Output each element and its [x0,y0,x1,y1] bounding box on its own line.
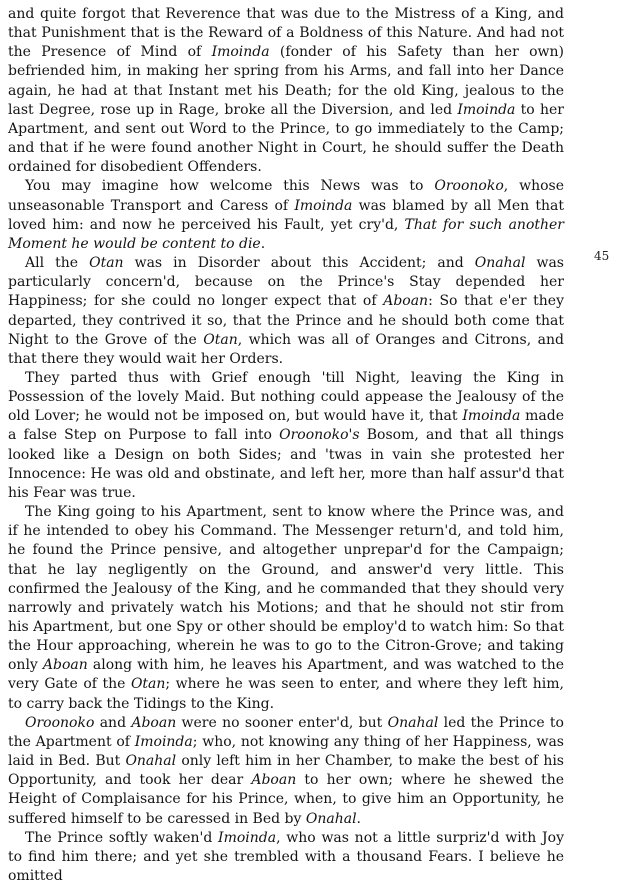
italic-text: Imoinda [462,408,521,425]
italic-text: Onahal [474,255,526,272]
text-run: only left him in her Chamber, to make the best of his Opportunity, and took her dear [8,753,564,789]
italic-text: Otan [203,331,238,348]
page-number: 45 [594,249,610,263]
text-run: You may imagine how welcome this News was to [25,178,435,195]
text-run: , whose unseasonable Transport and Caress of [8,178,564,214]
text-run: was in Disorder about this Accident; and [123,255,475,272]
text-run: and quite forgot that Reverence that was due to the Mistress of a King, and that Punishment that is the Reward of a Boldness of this Nature. And had not the Presence of Mind of [8,6,564,61]
paragraph [8,829,564,886]
italic-text: Imoinda [294,197,353,214]
italic-text: Oroonoko [434,178,504,195]
italic-text: Imoinda [218,829,277,846]
paragraph [8,5,564,177]
text-run: made a false Step on Purpose to fall into [8,408,564,444]
text-run: were no sooner enter'd, but [176,714,388,731]
text-run: was blamed by all Men that loved him: and now he perceived his Fault, yet cry'd, [8,197,564,233]
italic-text: Oroonoko [25,714,95,731]
text-run: : So that e'er they departed, they contrived it so, that the Prince and he should both come that Night to the Grove of the [8,293,565,348]
text-run: ; where he was seen to enter, and where they left him, to carry back the Tidings to the King. [8,676,564,712]
text-run: along with him, he leaves his Apartment, and was watched to the very Gate of the [8,657,564,693]
paragraph [8,369,564,503]
italic-text: Otan [89,255,124,272]
italic-text: That for such another Moment he would be content to die [8,216,564,252]
text-run: and [94,714,132,731]
paragraph [8,254,564,369]
italic-text: Imoinda [211,44,270,61]
italic-text: Otan [130,676,166,693]
text-run: to her own; where he shewed the Height of Complaisance for his Prince, when, to give him an Opportunity, he suffered himself to be caressed in Bed by [8,772,564,827]
text-run: They parted thus with Grief enough 'till Night, leaving the King in Possession of the lovely Maid. But nothing could appease the Jealousy of the old Lover; he would not be imposed on, but would have it, that [8,369,564,425]
text-run: to her Apartment, and sent out Word to the Prince, to go immediately to the Camp; and that if he were found another Night in Court, he should suffer the Death ordained for disobedient Offenders. [8,101,565,176]
italic-text: Aboan [131,714,177,731]
body-text [8,5,564,886]
italic-text: Oroonoko's [279,427,360,444]
text-run: . [260,235,266,252]
text-run: , who was not a little surpriz'd with Joy to find him there; and yet she trembled with a thousand Fears. I believe he omitted [8,829,565,885]
text-run: The Prince softly waken'd [25,829,219,846]
italic-text: Aboan [42,657,88,674]
paragraph [8,177,564,254]
paragraph [8,714,564,829]
text-run: , which was all of Oranges and Citrons, and that there they would wait her Orders. [8,331,564,367]
text-run: All the [25,255,90,272]
text-run: led the Prince to the Apartment of [8,714,564,750]
text-run: (fonder of his Safety than her own) befriended him, in making her spring from his Arms, and fall into her Dance again, he had at that Instant met his Death; for the old King, jealous to the last Degree, rose up in Rage, broke all the Diversion, and led [8,44,564,118]
italic-text: Onahal [387,714,439,731]
italic-text: Onahal [125,753,177,770]
italic-text: Aboan [251,772,297,789]
paragraph [8,503,564,714]
italic-text: Onahal [305,810,357,827]
italic-text: Imoinda [457,101,516,118]
text-run: was particularly concern'd, because on the Prince's Stay depended her Happiness; for she could no longer expect that of [8,255,564,310]
italic-text: Imoinda [134,733,193,750]
italic-text: Aboan [383,293,429,310]
text-run: Bosom, and that all things looked like a Design on both Sides; and 'twas in vain she protested her Innocence: He was old and obstinate, and left her, more than half assur'd that his Fear was true. [8,427,564,501]
text-run: ; who, not knowing any thing of her Happiness, was laid in Bed. But [8,733,564,770]
text-run: The King going to his Apartment, sent to know where the Prince was, and if he intended to obey his Command. The Messenger return'd, and told him, he found the Prince pensive, and altogether unprepar'd for the Campaign; that he lay negligently on the Ground, and answer'd very little. This confirmed the Jealousy of the King, and he commanded that they should very narrowly and privately watch his Motions; and that he should not stir from his Apartment, but one Spy or other should be employ'd to watch him: So that the Hour approaching, wherein he was to go to the Citron-Grove; and taking only [8,504,564,674]
text-run: . [356,810,361,827]
